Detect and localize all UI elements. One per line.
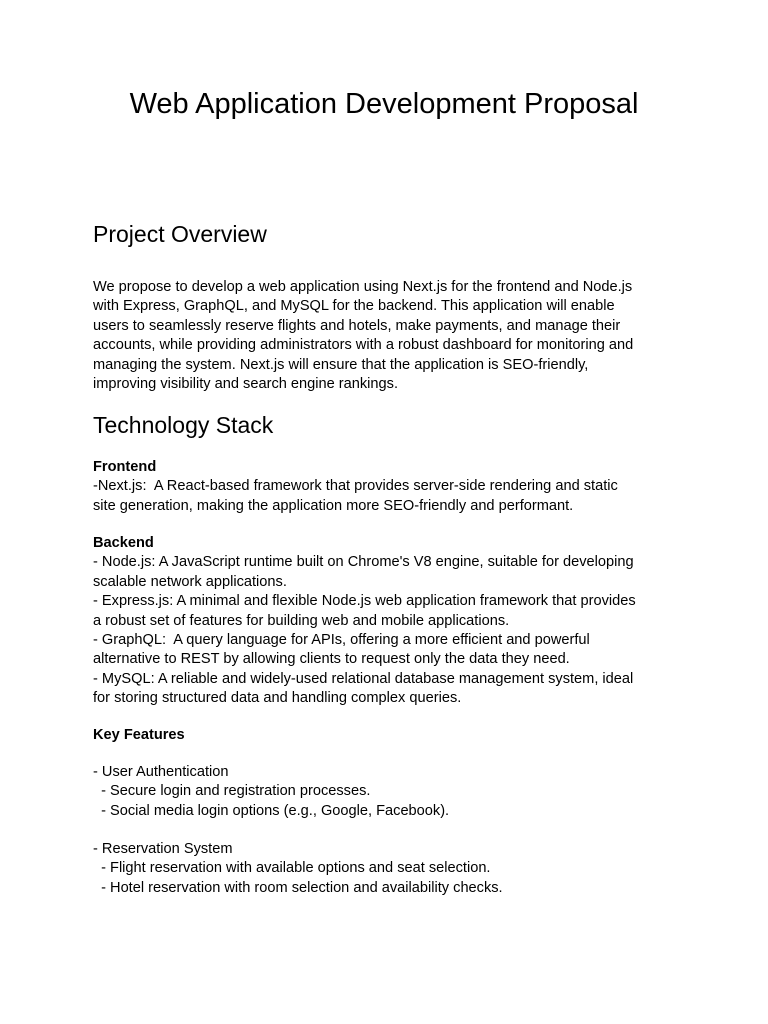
feature-user-authentication (93, 763, 683, 821)
frontend-block (93, 458, 683, 516)
paragraph-line: We propose to develop a web application using Next.js for the frontend and Node.js (93, 279, 633, 295)
backend-line: - Node.js: A JavaScript runtime built on Chrome's V8 engine, suitable for developing (93, 554, 634, 571)
feature-item: - Hotel reservation with room selection and availability checks. (93, 879, 503, 896)
paragraph-line: improving visibility and search engine rankings. (93, 376, 399, 393)
backend-line: alternative to REST by allowing clients to request only the data they need. (93, 651, 570, 668)
paragraph-line: with Express, GraphQL, and MySQL for the backend. This application will enable (93, 298, 615, 315)
frontend-line: site generation, making the application more SEO-friendly and performant. (93, 497, 574, 514)
paragraph-line: managing the system. Next.js will ensure that the application is SEO-friendly, (93, 356, 589, 373)
project-overview-paragraph (93, 278, 683, 394)
backend-line: scalable network applications. (93, 573, 287, 590)
backend-line: for storing structured data and handling complex queries. (93, 690, 462, 707)
paragraph-line: users to seamlessly reserve flights and hotels, make payments, and manage their (93, 317, 621, 334)
section-heading-technology-stack: Technology Stack (93, 412, 274, 438)
paragraph-line: accounts, while providing administrators with a robust dashboard for monitoring and (93, 337, 634, 354)
frontend-line: -Next.js: A React-based framework that provides server-side rendering and static (93, 478, 618, 495)
backend-line: - Express.js: A minimal and flexible Node.js web application framework that provides (93, 593, 636, 610)
feature-item: - Secure login and registration processes. (93, 783, 371, 800)
feature-reservation-system (93, 840, 683, 898)
feature-title: - Reservation System (93, 841, 233, 857)
backend-label: Backend (93, 535, 154, 551)
section-heading-project-overview: Project Overview (93, 221, 267, 247)
key-features-heading-block (93, 726, 683, 745)
document-title: Web Application Development Proposal (129, 88, 639, 120)
frontend-label: Frontend (93, 459, 157, 475)
feature-title: - User Authentication (93, 764, 229, 780)
backend-line: - GraphQL: A query language for APIs, offering a more efficient and powerful (93, 632, 590, 649)
feature-item: - Flight reservation with available options and seat selection. (93, 860, 491, 877)
feature-item: - Social media login options (e.g., Google, Facebook). (93, 802, 450, 819)
backend-line: a robust set of features for building web and mobile applications. (93, 612, 510, 629)
key-features-label: Key Features (93, 727, 185, 743)
backend-line: - MySQL: A reliable and widely-used relational database management system, ideal (93, 670, 634, 687)
backend-block (93, 534, 683, 709)
